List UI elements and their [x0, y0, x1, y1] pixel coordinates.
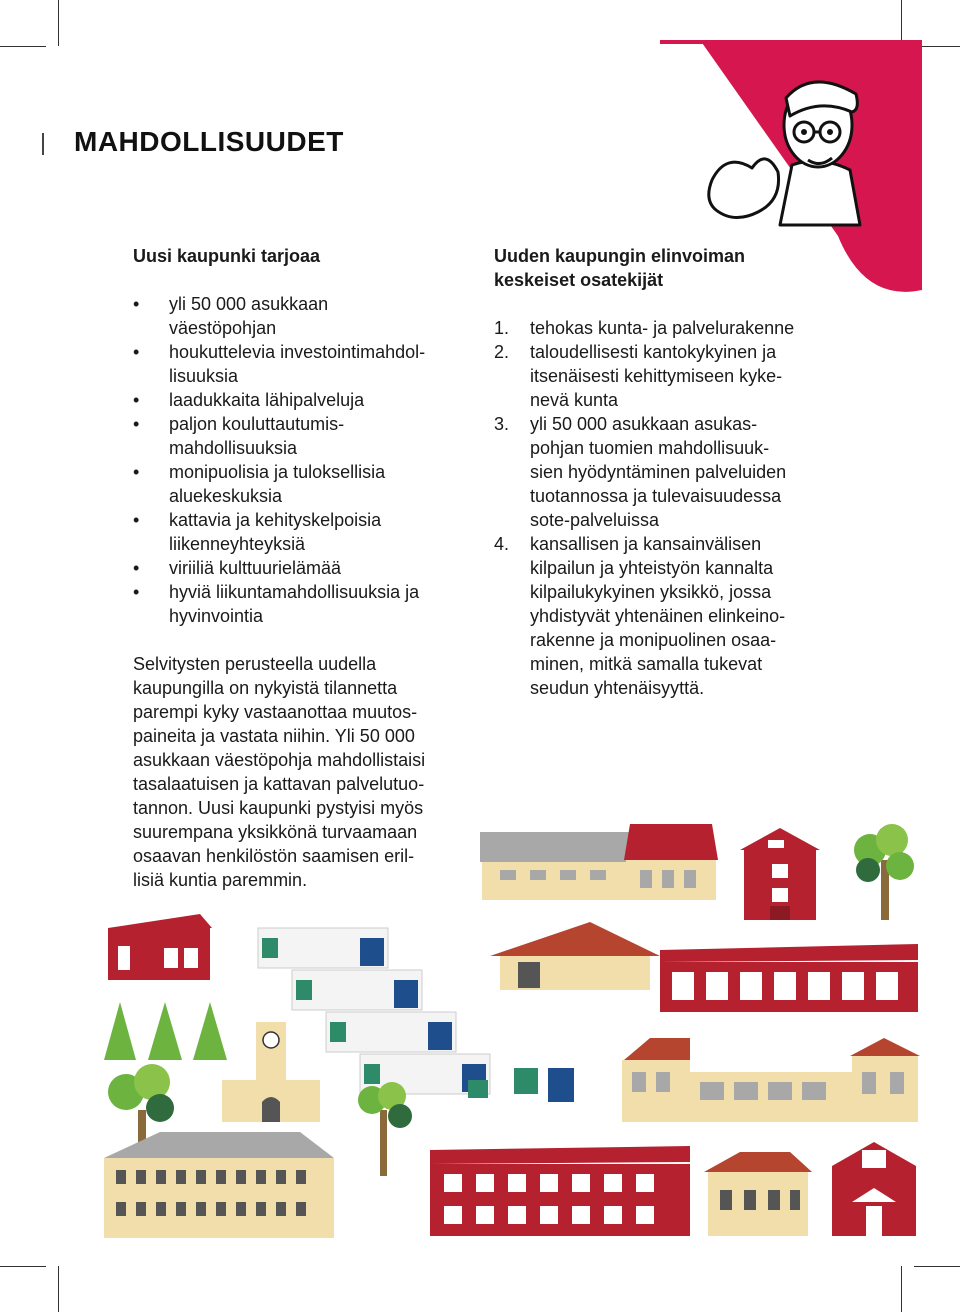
right-heading: Uuden kaupungin elinvoiman keskeiset osatekijät: [494, 246, 746, 290]
item-text: kansallisen ja kansainvälisen kilpailun ja yhteistyön kannalta kilpailukykyinen yksikkö, jossa yhdistyvät yhtenäinen elinkeino- rakenne ja monipuolinen osaa- minen, mitkä samalla tukevat seudun yhtenäisyyttä.: [530, 534, 786, 698]
tree: [358, 1082, 412, 1176]
right-column: [494, 244, 834, 700]
list-item: [494, 532, 834, 700]
list-item: • paljon kouluttautumis- mahdollisuuksia: [133, 412, 473, 460]
building: [490, 922, 660, 990]
left-heading: Uusi kaupunki tarjoaa: [133, 246, 321, 266]
building: [222, 1022, 320, 1122]
item-text: tehokas kunta- ja palvelurakenne: [530, 318, 795, 338]
building: [740, 828, 820, 920]
list-item: • monipuolisia ja tuloksellisia aluekeskuksia: [133, 460, 473, 508]
offer-list: [133, 292, 473, 628]
list-item: • hyviä liikuntamahdollisuuksia ja hyvinvointia: [133, 580, 473, 628]
list-item: [494, 340, 834, 412]
item-number: 1.: [494, 318, 510, 338]
list-item: • kattavia ja kehityskelpoisia liikenneyhteyksiä: [133, 508, 473, 556]
building: [108, 914, 212, 980]
town-buildings-illustration: [0, 810, 960, 1280]
item-number: 2.: [494, 342, 510, 362]
building: [622, 1038, 920, 1122]
item-number: 3.: [494, 414, 510, 434]
page-title: MAHDOLLISUUDET: [74, 126, 344, 157]
item-number: 4.: [494, 534, 510, 554]
list-item: [494, 316, 834, 340]
list-item: • houkuttelevia investointimahdol- lisuuksia: [133, 340, 473, 388]
body-paragraph: Selvitysten perusteella uudella kaupungilla on nykyistä tilannetta parempi kyky vastaanottaa muutos- paineita ja vastata niihin. Yli 50 000 asukkaan väestöpohja mahdollistaisi tasalaatuisen ja kattavan palvelutuo- tannon. Uusi kaupunki pystyisi myös suurempana yksikkönä turvaamaan osaavan henkilöstön saamisen eril- lisiä kuntia paremmin.: [133, 654, 426, 890]
item-text: yli 50 000 asukkaan asukas- pohjan tuomien mahdollisuuk- sien hyödyntäminen palveluiden tuotannossa ja tulevaisuudessa sote-palveluissa: [530, 414, 787, 530]
list-item: • laadukkaita lähipalveluja: [133, 388, 473, 412]
tree: [854, 824, 914, 920]
title-rule: [42, 133, 44, 155]
building: [660, 944, 918, 1012]
list-item: [494, 412, 834, 532]
building: [832, 1142, 916, 1236]
crop-mark: [58, 0, 59, 46]
list-item: • viriiliä kulttuurielämää: [133, 556, 473, 580]
building: [480, 824, 718, 900]
building: [704, 1152, 812, 1236]
list-item: • yli 50 000 asukkaan väestöpohjan: [133, 292, 473, 340]
item-text: taloudellisesti kantokykyinen ja itsenäisesti kehittymiseen kyke- nevä kunta: [530, 342, 783, 410]
building: [104, 1132, 334, 1238]
crop-mark: [0, 46, 46, 47]
building: [430, 1146, 690, 1236]
left-column: [133, 244, 473, 892]
factors-list: [494, 316, 834, 700]
tree: [104, 1002, 227, 1060]
